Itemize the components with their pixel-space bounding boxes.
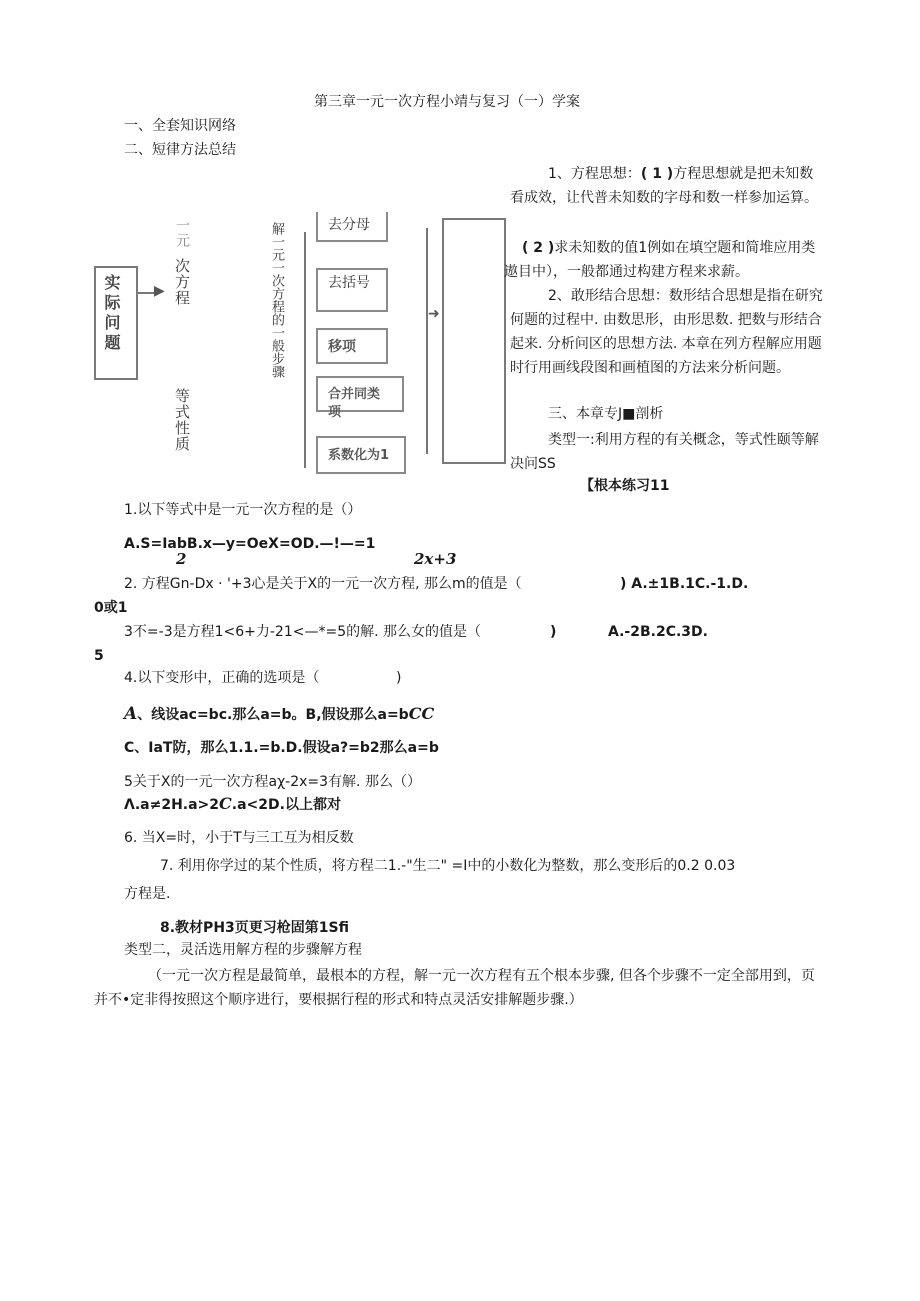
step-transpose: 移项 xyxy=(316,328,388,364)
practice-heading: 【根本练习11 xyxy=(580,478,670,494)
question-1-fraction-a: 2 xyxy=(176,550,187,568)
diagram-label-equality-property: 等式性质 xyxy=(173,388,191,452)
real-problem-label: 实际问题 xyxy=(102,274,121,354)
type-1-heading: 类型一:利用方程的有关概念，等式性颐等解决问SS xyxy=(510,432,819,472)
section-chapter-analysis: 三、本章专J■剖析 xyxy=(548,406,664,422)
method-2-number: 2、 xyxy=(548,288,571,304)
question-3: 3不=-3是方程1<6+力-21<—*=5的解. 那么女的值是（ xyxy=(124,624,482,640)
question-5-options: Λ.a≠2H.a>2C.a<2D.以上都对 xyxy=(124,794,341,813)
question-1-fraction-b: 2x+3 xyxy=(414,550,457,568)
bracket-line-left xyxy=(304,232,306,468)
diagram-label-yiyuan: 一元 xyxy=(174,218,190,248)
question-4-option-ab: A、线设ac=bc.那么a=b。B,假设那么a=bCC xyxy=(124,704,435,724)
question-2-options: ) A.±1B.1C.-1.D. xyxy=(620,576,749,592)
method-1-2-sub: ( 2 ) xyxy=(522,240,555,256)
question-5: 5关于X的一元一次方程aχ-2x=3有解. 那么（） xyxy=(124,774,421,790)
question-4: 4.以下变形中，正确的选项是（ xyxy=(124,670,320,686)
arrow-right-icon-2: ➜ xyxy=(428,306,440,322)
question-3-options: A.-2B.2C.3D. xyxy=(608,624,708,640)
method-2-text: 敢形结合思想：数形结合思想是指在研究何题的过程中. 由数思形，由形思数. 把数与形结合起来. 分析问区的思想方法. 本章在列方程解应用题时行用画线段图和画植图的方法来分析问题。 xyxy=(510,288,823,376)
question-7-cont: 方程是. xyxy=(124,886,171,902)
method-1-2 xyxy=(504,236,826,284)
question-3-options-cont: 5 xyxy=(94,648,104,664)
method-1 xyxy=(510,162,826,210)
method-1-sub: ( 1 ) xyxy=(640,166,674,182)
question-1: 1.以下等式中是一元一次方程的是（） xyxy=(124,502,362,518)
method-1-number: 1、方程思想： xyxy=(548,166,641,182)
step-combine-like-terms: 合并同类项 xyxy=(316,376,404,412)
section-knowledge-network: 一、全套知识网络 xyxy=(124,118,236,134)
question-4-option-cd: C、IaT防，那么1.1.=b.D.假设a?=b2那么a=b xyxy=(124,740,439,756)
step-normalize-coefficient: 系数化为1 xyxy=(316,436,406,474)
question-6: 6. 当X=时，小于T与三工互为相反数 xyxy=(124,830,354,846)
step-remove-brackets: 去括号 xyxy=(316,268,388,312)
question-4-close: ) xyxy=(396,670,402,686)
question-3-close: ) xyxy=(550,624,557,640)
question-1-options: A.S=IabB.x—y=OeX=OD.—!—=1 xyxy=(124,536,376,552)
type-2-text: （一元一次方程是最简单，最根本的方程，解一元一次方程有五个根本步骤, 但各个步骤不一定全部用到，页并不•定非得按照这个顺序进行，要根据行程的形式和特点灵活安排解题步骤.） xyxy=(94,968,815,1008)
method-1-2-text: 求未知数的值1例如在填空题和简堆应用类遨目中），一般都通过构建方程来求薪。 xyxy=(504,240,816,280)
section-method-summary: 二、短律方法总结 xyxy=(124,142,236,158)
bracket-line-right xyxy=(426,228,428,454)
solution-box xyxy=(442,218,506,464)
method-2 xyxy=(510,284,826,380)
question-2-options-cont: 0或1 xyxy=(94,600,128,616)
question-8: 8.教材PH3页更习枪固第1Sfi xyxy=(160,920,349,936)
type-2-heading: 类型二，灵活选用解方程的步骤解方程 xyxy=(124,942,362,958)
question-7: 7. 利用你学过的某个性质，将方程二1.-"生二" =I中的小数化为整数，那么变形后的0.2 0.03 xyxy=(160,858,736,874)
arrow-right-icon: ▶ xyxy=(154,283,165,299)
page-title: 第三章一元一次方程小靖与复习（一）学案 xyxy=(314,94,580,110)
diagram-label-solving-steps: 解一元一次方程的一般步骤 xyxy=(269,222,284,378)
method-1-text: 方程思想就是把未知数看成效，让代普未知数的字母和数一样参加运算。 xyxy=(510,166,818,206)
diagram-label-equation: 次方程 xyxy=(173,258,191,306)
question-2: 2. 方程Gn-Dx · '+3心是关于X的一元一次方程, 那么m的值是（ xyxy=(124,576,522,592)
step-remove-denominator: 去分母 xyxy=(316,212,388,242)
